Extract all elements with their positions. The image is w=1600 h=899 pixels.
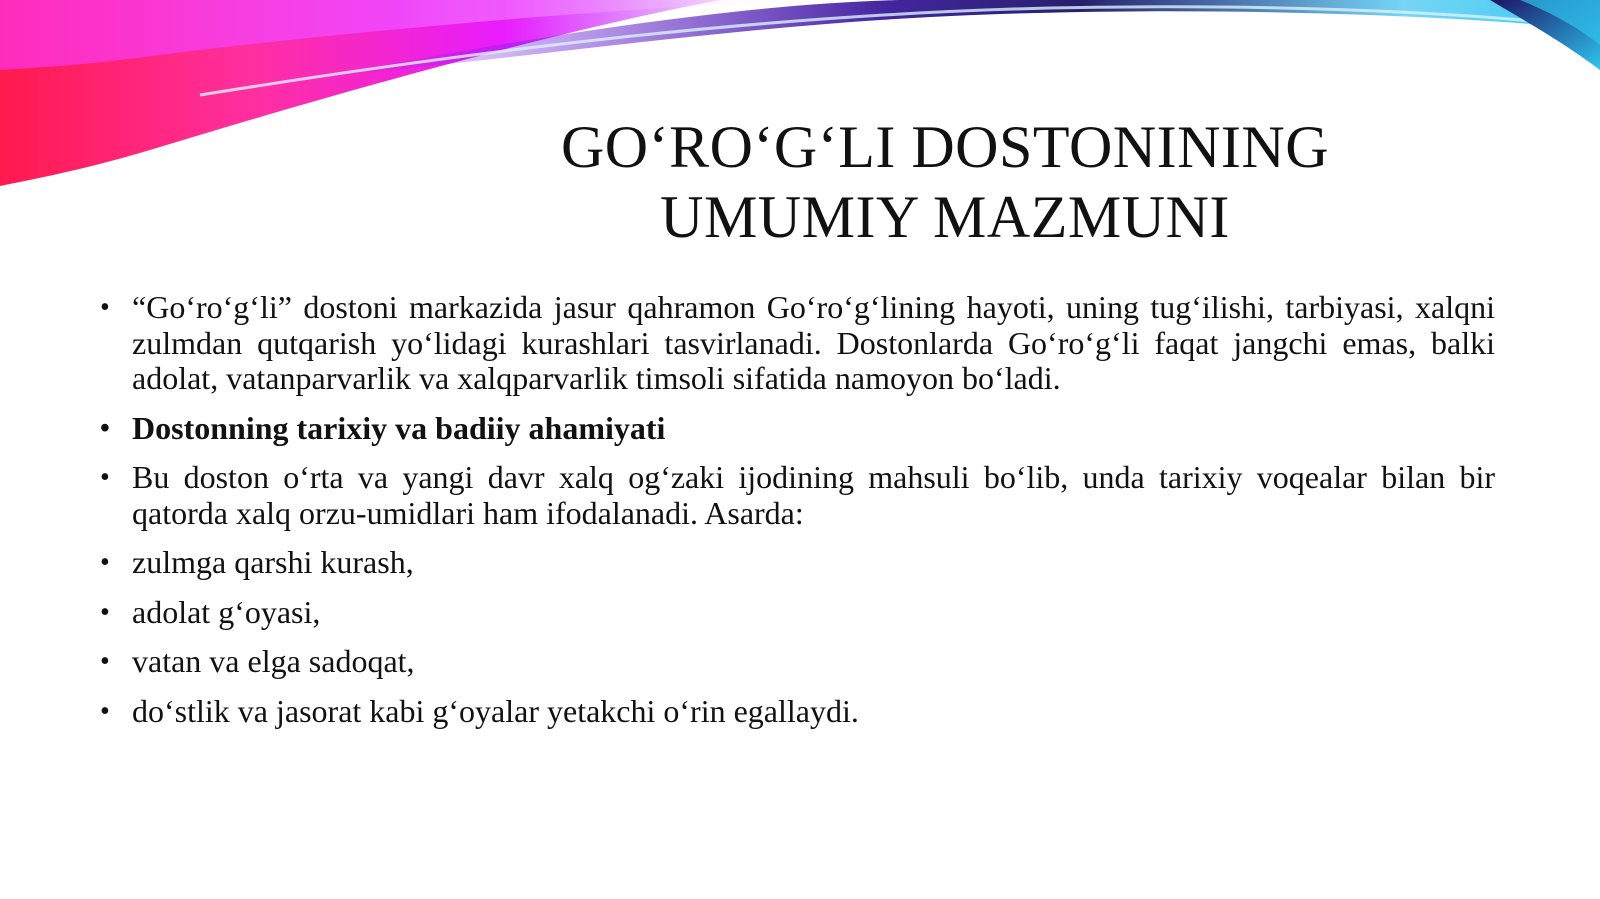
title-line-2: UMUMIY MAZMUNI: [660, 184, 1230, 250]
bullet-item: • zulmga qarshi kurash,: [100, 545, 1495, 581]
bullet-item: • adolat g‘oyasi,: [100, 595, 1495, 631]
bullet-item: • Bu doston o‘rta va yangi davr xalq og‘zaki ijodining mahsuli bo‘lib, unda tarixiy voqealar bilan bir qatorda xalq orzu-umidlari ham ifodalanadi. Asarda:: [100, 460, 1495, 531]
bullet-item-heading: • Dostonning tarixiy va badiiy ahamiyati: [100, 411, 1495, 447]
bullet-list: [100, 290, 1495, 743]
slide-title: [460, 112, 1430, 252]
bullet-item: • vatan va elga sadoqat,: [100, 644, 1495, 680]
bullet-item: • “Go‘ro‘g‘li” dostoni markazida jasur qahramon Go‘ro‘g‘lining hayoti, uning tug‘ilishi, tarbiyasi, xalqni zulmdan qutqarish yo‘lidagi kurashlari tasvirlanadi. Dostonlarda Go‘ro‘g‘li faqat jangchi emas, balki adolat, vatanparvarlik va xalqparvarlik timsoli sifatida namoyon bo‘ladi.: [100, 290, 1495, 397]
bullet-item: • do‘stlik va jasorat kabi g‘oyalar yetakchi o‘rin egallaydi.: [100, 694, 1495, 730]
title-line-1: GO‘RO‘G‘LI DOSTONINING: [560, 114, 1330, 180]
